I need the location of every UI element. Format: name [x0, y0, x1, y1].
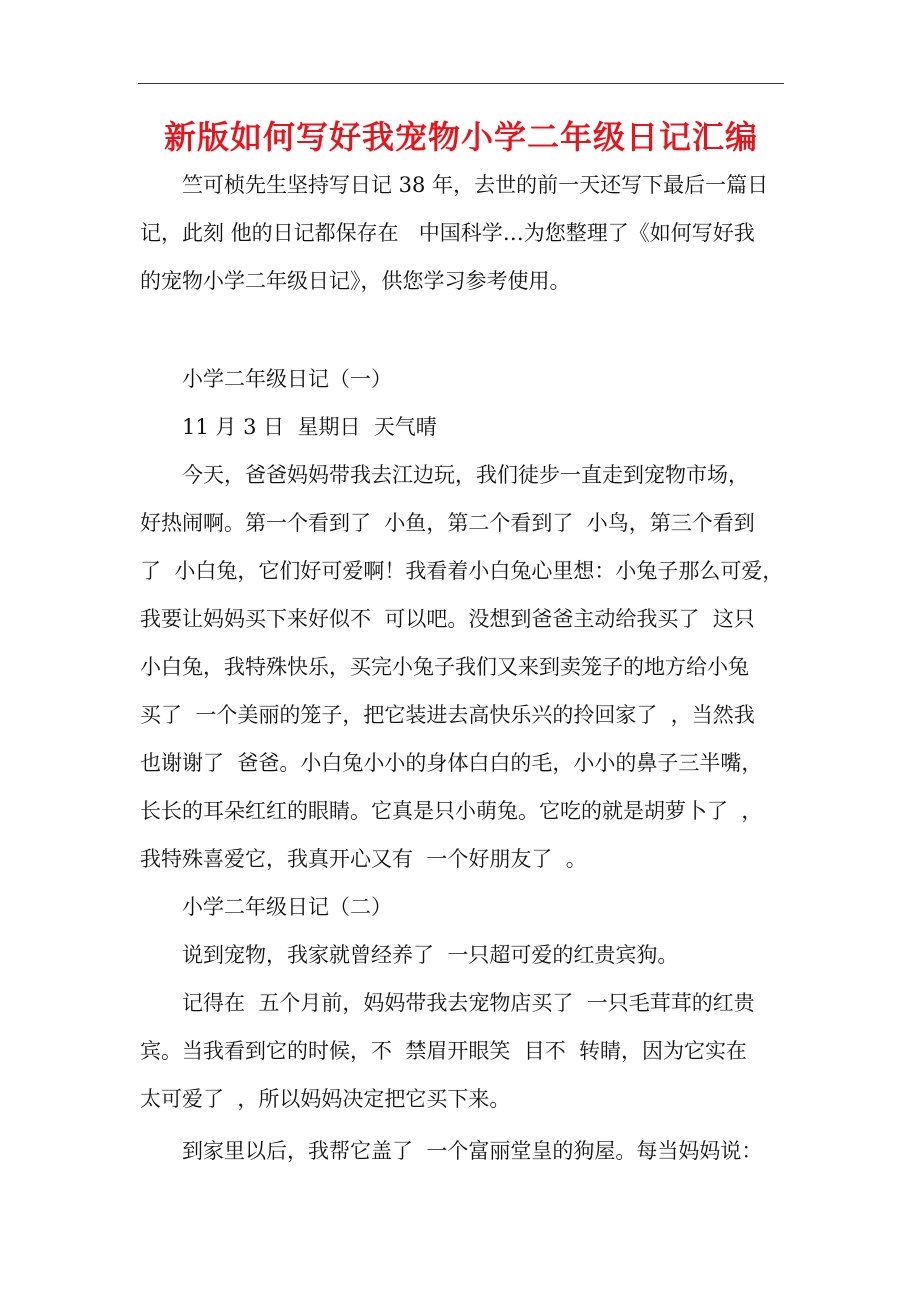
intro-line-1: 竺可桢先生坚持写日记 38 年，去世的前一天还写下最后一篇日: [182, 173, 769, 197]
diary1-line-7: 也谢谢了 爸爸。小白兔小小的身体白白的毛，小小的鼻子三半嘴，: [140, 751, 763, 775]
diary2-line-5: 到家里以后，我帮它盖了 一个富丽堂皇的狗屋。每当妈妈说：: [182, 1139, 763, 1163]
diary1-line-3: 了 小白兔，它们好可爱啊！我看着小白兔心里想：小兔子那么可爱，: [140, 559, 784, 583]
diary2-line-1: 说到宠物，我家就曾经养了 一只超可爱的红贵宾狗。: [182, 943, 679, 967]
intro-line-3: 的宠物小学二年级日记》，供您学习参考使用。: [140, 269, 571, 293]
diary2-line-4: 太可爱了 ，所以妈妈决定把它买下来。: [140, 1087, 511, 1111]
diary1-line-9: 我特殊喜爱它，我真开心又有 一个好朋友了 。: [140, 847, 587, 871]
header-rule: [138, 83, 784, 84]
section-heading-2: 小学二年级日记（二）: [182, 895, 392, 919]
section-heading-1: 小学二年级日记（一）: [182, 367, 392, 391]
diary-date: 11 月 3 日 星期日 天气晴: [182, 415, 437, 439]
diary1-line-2: 好热闹啊。第一个看到了 小鱼，第二个看到了 小鸟，第三个看到: [140, 511, 755, 535]
diary1-line-6: 买了 一个美丽的笼子，把它装进去高快乐兴的拎回家了 ，当然我: [140, 703, 755, 727]
diary1-line-1: 今天，爸爸妈妈带我去江边玩，我们徒步一直走到宠物市场，: [182, 463, 749, 487]
diary1-line-4: 我要让妈妈买下来好似不 可以吧。没想到爸爸主动给我买了 这只: [140, 607, 755, 631]
diary2-line-2: 记得在 五个月前，妈妈带我去宠物店买了 一只毛茸茸的红贵: [182, 991, 755, 1015]
document-title: 新版如何写好我宠物小学二年级日记汇编: [163, 118, 758, 156]
diary1-line-8: 长长的耳朵红红的眼睛。它真是只小萌兔。它吃的就是胡萝卜了 ，: [140, 799, 763, 823]
diary1-line-5: 小白兔，我特殊快乐，买完小兔子我们又来到卖笼子的地方给小兔: [140, 655, 749, 679]
diary2-line-3: 宾。当我看到它的时候，不 禁眉开眼笑 目不 转睛，因为它实在: [140, 1039, 748, 1063]
intro-line-2: 记，此刻 他的日记都保存在 中国科学…为您整理了《如何写好我: [140, 221, 755, 245]
